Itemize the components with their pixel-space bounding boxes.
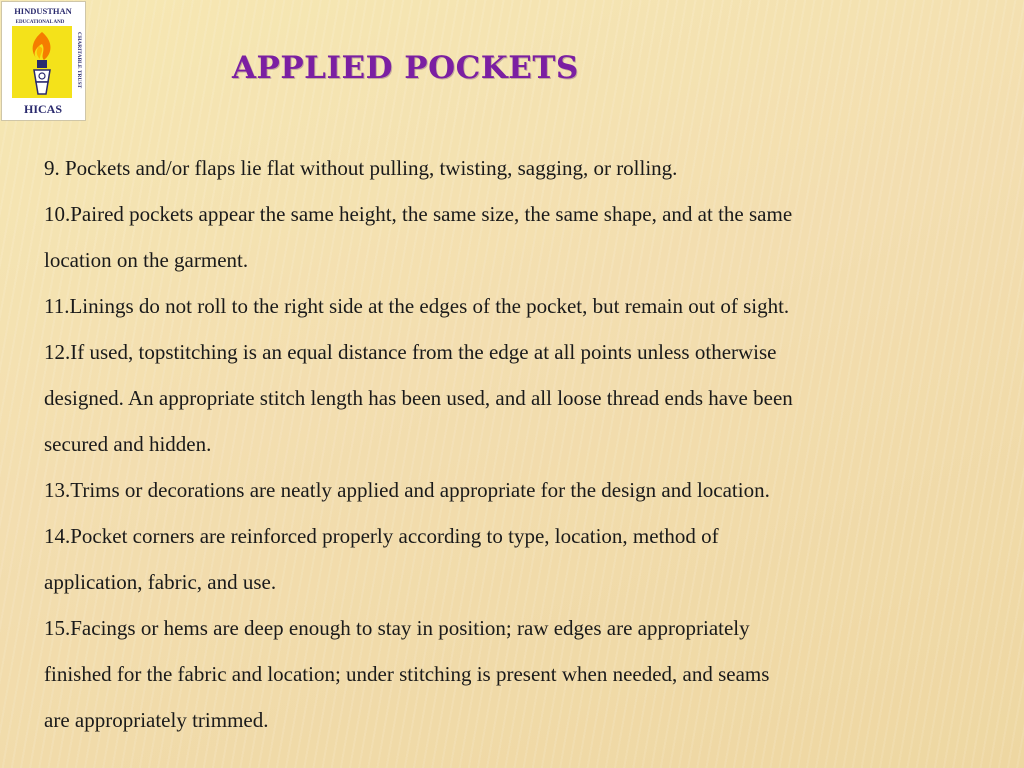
body-line: 14.Pocket corners are reinforced properly according to type, location, method of (44, 524, 719, 548)
logo-top-text-1: HINDUSTHAN (14, 6, 72, 16)
body-line: finished for the fabric and location; under stitching is present when needed, and seams (44, 662, 770, 686)
body-line: 9. Pockets and/or flaps lie flat without pulling, twisting, sagging, or rolling. (44, 156, 678, 180)
logo-side-text: CHARITABLE TRUST (76, 32, 82, 89)
logo-emblem (2, 2, 85, 120)
body-line: application, fabric, and use. (44, 570, 277, 594)
body-line: are appropriately trimmed. (44, 708, 269, 732)
body-line: location on the garment. (44, 248, 249, 272)
body-line: 10.Paired pockets appear the same height, the same size, the same shape, and at the same (44, 202, 793, 226)
torch-icon (37, 60, 47, 68)
body-line: secured and hidden. (44, 432, 212, 456)
body-line: 13.Trims or decorations are neatly applied and appropriate for the design and location. (44, 478, 770, 502)
logo-bottom-text: HICAS (23, 102, 63, 116)
body-line: 15.Facings or hems are deep enough to stay in position; raw edges are appropriately (44, 616, 750, 640)
body-line: 11.Linings do not roll to the right side at the edges of the pocket, but remain out of sight. (44, 294, 790, 318)
body-line: designed. An appropriate stitch length has been used, and all loose thread ends have been (44, 386, 793, 410)
logo-top-text-2: EDUCATIONAL AND (15, 20, 65, 25)
slide-body (44, 150, 1004, 748)
body-line: 12.If used, topstitching is an equal distance from the edge at all points unless otherwise (44, 340, 777, 364)
hicas-logo (1, 1, 86, 121)
slide-title: APPLIED POCKETS (232, 50, 579, 86)
